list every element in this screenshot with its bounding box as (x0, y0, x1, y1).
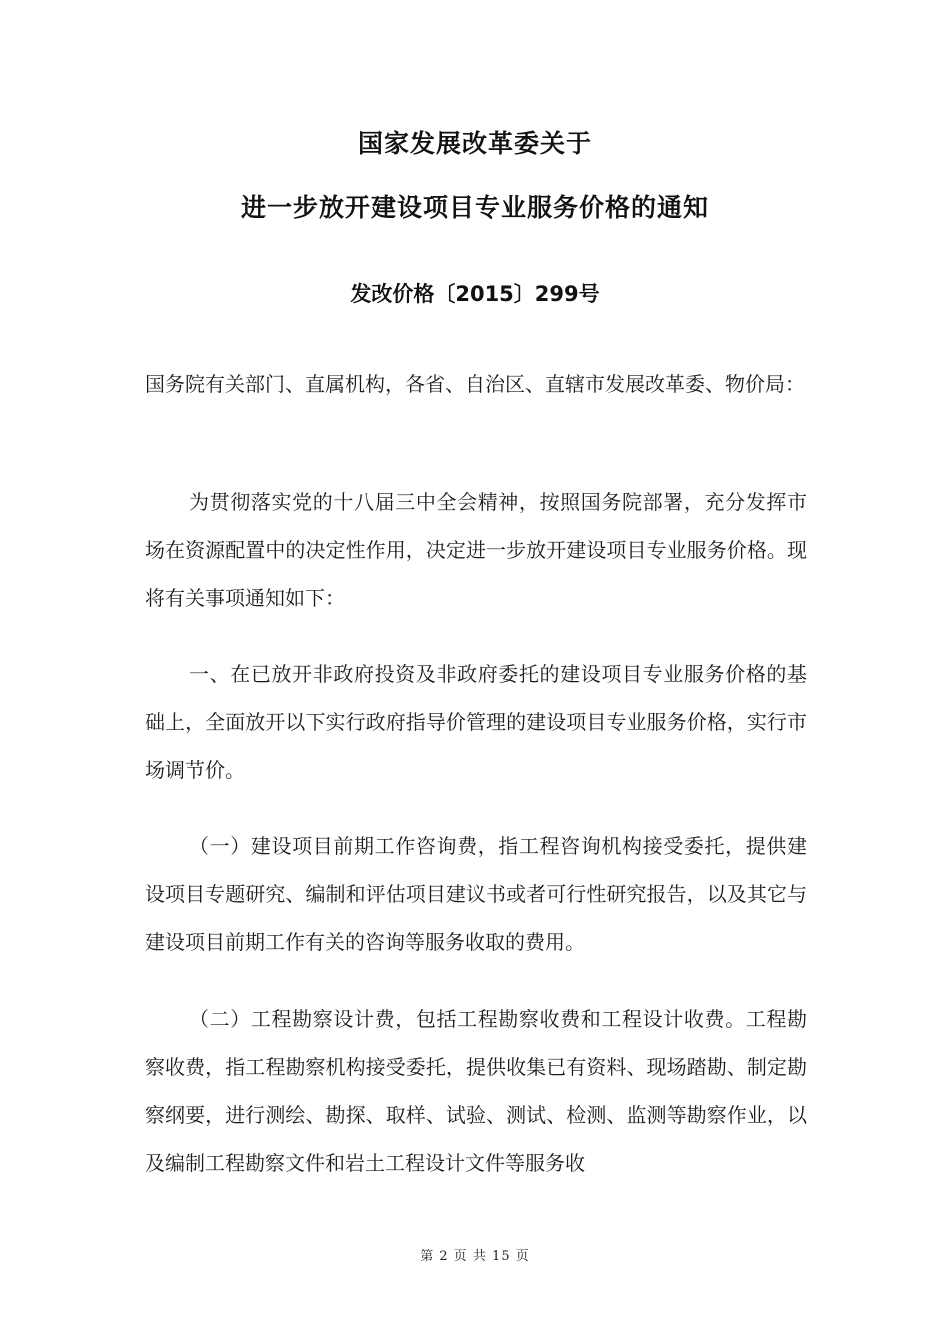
document-title-line-1: 国家发展改革委关于 (357, 129, 592, 158)
body-paragraph-intro: 为贯彻落实党的十八届三中全会精神，按照国务院部署，充分发挥市场在资源配置中的决定性作用，决定进一步放开建设项目专业服务价格。现将有关事项通知如下： (145, 490, 807, 610)
page-number-footer: 第 2 页 共 15 页 (420, 1249, 530, 1264)
body-paragraph-item-1: 一、在已放开非政府投资及非政府委托的建设项目专业服务价格的基础上，全面放开以下实行政府指导价管理的建设项目专业服务价格，实行市场调节价。 (145, 662, 807, 782)
body-paragraph-subitem-1: （一）建设项目前期工作咨询费，指工程咨询机构接受委托，提供建设项目专题研究、编制和评估项目建议书或者可行性研究报告，以及其它与建设项目前期工作有关的咨询等服务收取的费用。 (145, 834, 807, 954)
document-number: 发改价格〔2015〕299号 (350, 282, 600, 306)
addressee-paragraph: 国务院有关部门、直属机构，各省、自治区、直辖市发展改革委、物价局： (145, 372, 805, 396)
body-paragraph-subitem-2: （二）工程勘察设计费，包括工程勘察收费和工程设计收费。工程勘察收费，指工程勘察机构接受委托，提供收集已有资料、现场踏勘、制定勘察纲要，进行测绘、勘探、取样、试验、测试、检测、监测等勘察作业，以及编制工程勘察文件和岩土工程设计文件等服务收 (145, 1007, 807, 1175)
document-title-line-2: 进一步放开建设项目专业服务价格的通知 (240, 193, 709, 222)
